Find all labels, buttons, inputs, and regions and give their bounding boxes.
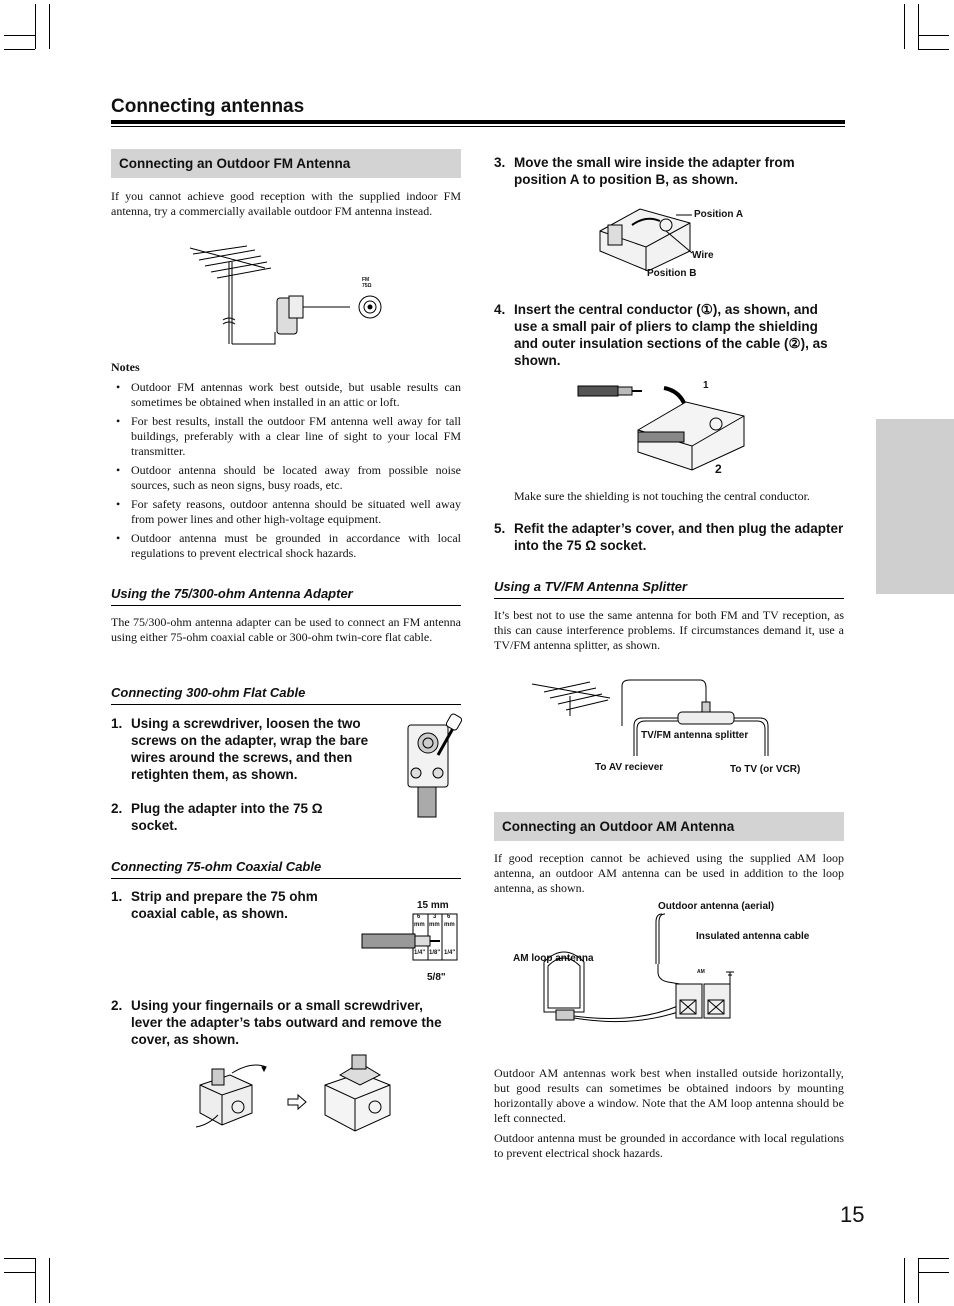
fm-intro-text: If you cannot achieve good reception with the supplied indoor FM antenna, try a commercially available outdoor FM antenna instead. xyxy=(111,189,461,218)
flat-cable-adapter-illustration xyxy=(404,715,462,820)
crop-mark xyxy=(35,4,36,49)
step-5: 5. Refit the adapter’s cover, and then plug the adapter into the 75 Ω socket. xyxy=(494,521,844,553)
title-rule xyxy=(111,120,845,124)
cover-removal-illustration xyxy=(190,1055,410,1135)
title-rule-thin xyxy=(111,126,845,127)
position-a-label: Position A xyxy=(694,209,744,220)
adapter-wire-illustration xyxy=(596,195,696,275)
callout-1: 1 xyxy=(703,380,709,391)
page-number: 15 xyxy=(840,1202,865,1227)
crop-mark xyxy=(918,1272,949,1273)
am-intro-text: If good reception cannot be achieved using the supplied AM loop antenna, an outdoor AM antenna can be used in addition to the loop antenna, as shown. xyxy=(494,851,844,895)
note-item: • For safety reasons, outdoor antenna should be situated well away from power lines and other high-voltage equipment. xyxy=(111,497,461,527)
crop-mark xyxy=(904,1258,905,1303)
coax-in1: 1/4" xyxy=(414,950,426,956)
note-item: • For best results, install the outdoor FM antenna well away for tall buildings, preferably with a clear line of sight to your local FM transmitter. xyxy=(111,414,461,459)
wire-label: Wire xyxy=(692,250,714,261)
coax-step-2: 2. Using your fingernails or a small screwdriver, lever the adapter’s tabs outward and remove the cover, as shown. xyxy=(111,998,442,1047)
coax-step-1: 1. Strip and prepare the 75 ohm coaxial cable, as shown. xyxy=(111,889,318,921)
callout-2: 2 xyxy=(715,462,722,476)
notes-heading: Notes xyxy=(111,360,140,374)
crop-mark xyxy=(918,4,919,49)
am-terminal-label: AM xyxy=(697,969,705,975)
crop-mark xyxy=(4,35,35,36)
note-item: • Outdoor antenna must be grounded in accordance with local regulations to prevent electrical shock hazards. xyxy=(111,531,461,561)
coax-total-mm: 15 mm xyxy=(417,900,449,911)
am-antenna-illustration xyxy=(540,912,750,1027)
crop-mark xyxy=(904,4,905,49)
crop-mark xyxy=(918,49,949,50)
flat-cable-subheading: Connecting 300-ohm Flat Cable xyxy=(111,685,461,705)
coax-unit: mm xyxy=(444,922,455,928)
crop-mark xyxy=(918,1258,919,1303)
coax-in2: 1/8" xyxy=(429,950,441,956)
note-item: • Outdoor FM antennas work best outside, but usable results can sometimes be obtained when installed in an attic or loft. xyxy=(111,380,461,410)
am-section-heading: Connecting an Outdoor AM Antenna xyxy=(494,812,844,841)
coax-total-in: 5/8" xyxy=(427,972,446,983)
adapter-text: The 75/300-ohm antenna adapter can be used to connect an FM antenna using either 75-ohm coaxial cable or 300-ohm twin-core flat cable. xyxy=(111,615,461,644)
conductor-insert-illustration xyxy=(576,380,756,475)
step-4: 4. Insert the central conductor (①), as shown, and use a small pair of pliers to clamp the shielding and outer insulation sections of the cable (②), as shown. xyxy=(494,302,828,368)
am-text-1: Outdoor AM antennas work best when installed outside horizontally, but good results can sometimes be obtained indoors by mounting horizontally above a window. Note that the AM loop antenna should be left connected. xyxy=(494,1066,844,1125)
am-text-2: Outdoor antenna must be grounded in accordance with local regulations to prevent electrical shock hazards. xyxy=(494,1131,844,1160)
crop-mark xyxy=(918,35,949,36)
flat-step-2: 2. Plug the adapter into the 75 Ω socket. xyxy=(111,801,323,833)
fm-section-heading: Connecting an Outdoor FM Antenna xyxy=(111,149,461,178)
crop-mark xyxy=(49,1258,50,1303)
crop-mark xyxy=(35,1258,36,1303)
shielding-note: Make sure the shielding is not touching the central conductor. xyxy=(514,489,810,503)
crop-mark xyxy=(4,1272,35,1273)
crop-mark xyxy=(4,1258,35,1259)
notes-list xyxy=(111,380,461,565)
fm-antenna-illustration xyxy=(185,240,385,352)
coax-strip-illustration xyxy=(360,912,460,972)
page-title: Connecting antennas xyxy=(111,96,305,117)
position-b-label: Position B xyxy=(647,268,697,279)
crop-mark xyxy=(49,4,50,49)
note-item: • Outdoor antenna should be located away from possible noise sources, such as neon signs, busy roads, etc. xyxy=(111,463,461,493)
side-tab xyxy=(876,419,954,594)
crop-mark xyxy=(4,49,35,50)
coax-subheading: Connecting 75-ohm Coaxial Cable xyxy=(111,859,461,879)
coax-in3: 1/4" xyxy=(444,950,456,956)
coax-unit: mm xyxy=(429,922,440,928)
crop-mark xyxy=(918,1258,949,1259)
adapter-subheading: Using the 75/300-ohm Antenna Adapter xyxy=(111,586,461,606)
splitter-label: TV/FM antenna splitter xyxy=(641,730,749,741)
to-tv-label: To TV (or VCR) xyxy=(730,764,801,775)
step-3: 3. Move the small wire inside the adapter from position A to position B, as shown. xyxy=(494,155,795,187)
coax-seg1: 6 xyxy=(417,914,421,920)
fm-jack-label: FM 75Ω xyxy=(362,277,372,289)
coax-unit: mm xyxy=(414,922,425,928)
flat-step-1: 1. Using a screwdriver, loosen the two screws on the adapter, wrap the bare wires around the screws, and then retighten them, as shown. xyxy=(111,716,369,782)
outdoor-antenna-label: Outdoor antenna (aerial) xyxy=(658,901,775,912)
to-av-label: To AV reciever xyxy=(595,762,664,773)
splitter-illustration xyxy=(530,676,780,766)
am-loop-label: AM loop antenna xyxy=(513,953,594,964)
insulated-cable-label: Insulated antenna cable xyxy=(696,931,810,942)
splitter-text: It’s best not to use the same antenna for both FM and TV reception, as this can cause interference problems. If circumstances demand it, use a TV/FM antenna splitter, as shown. xyxy=(494,608,844,652)
coax-seg2: 3 xyxy=(433,914,437,920)
coax-seg3: 6 xyxy=(447,914,451,920)
splitter-subheading: Using a TV/FM Antenna Splitter xyxy=(494,579,844,599)
